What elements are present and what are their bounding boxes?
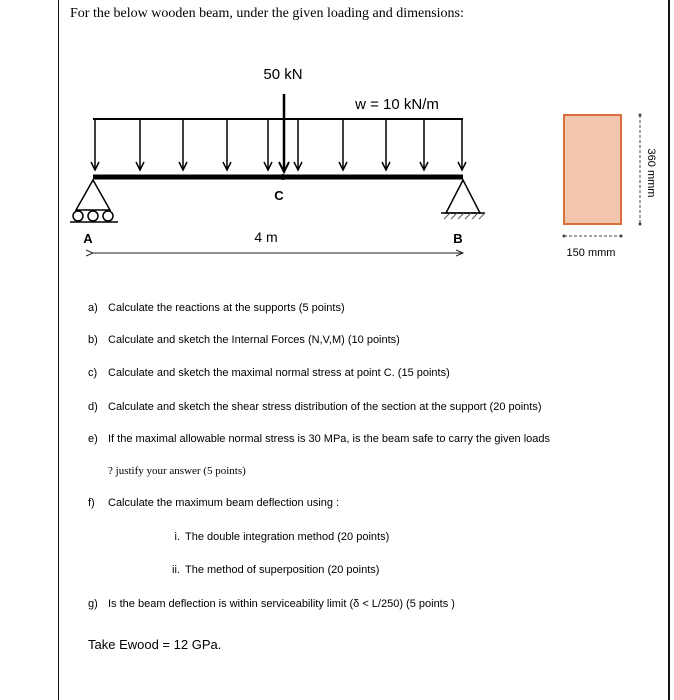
pin-support-b	[441, 180, 485, 213]
question-f: f) Calculate the maximum beam deflection using :	[88, 497, 340, 509]
question-g: g) Is the beam deflection is within serviceability limit (δ < L/250) (5 points )	[88, 598, 455, 610]
beam-diagram	[0, 0, 674, 300]
question-f-sub-ii: ii. The method of superposition (20 points)	[172, 564, 380, 576]
question-b: b) Calculate and sketch the Internal Forces (N,V,M) (10 points)	[88, 334, 400, 346]
question-f-sub-i: i. The double integration method (20 points)	[174, 531, 390, 543]
section-height-label: 360 mmm	[645, 148, 657, 198]
point-load-arrow	[279, 94, 289, 172]
intro-text: For the below wooden beam, under the given loading and dimensions:	[70, 6, 464, 21]
cross-section-rect	[564, 115, 621, 224]
question-e-continuation: ? justify your answer (5 points)	[108, 465, 246, 477]
point-c-marker	[280, 174, 286, 180]
question-a: a) Calculate the reactions at the supports (5 points)	[88, 302, 345, 314]
distributed-load-label: w = 10 kN/m	[355, 96, 439, 113]
material-note: Take Ewood = 12 GPa.	[88, 637, 222, 652]
support-a-label: A	[83, 231, 93, 246]
question-c: c) Calculate and sketch the maximal normal stress at point C. (15 points)	[88, 367, 450, 379]
question-e: e) If the maximal allowable normal stress is 30 MPa, is the beam safe to carry the given loads	[88, 433, 551, 445]
section-width-label: 150 mmm	[566, 247, 616, 259]
roller-support-a	[70, 180, 118, 222]
support-b-hatch	[444, 213, 485, 219]
question-d: d) Calculate and sketch the shear stress distribution of the section at the support (20 points)	[88, 401, 542, 413]
support-b-label: B	[453, 231, 463, 246]
point-c-label: C	[274, 188, 284, 203]
span-label: 4 m	[254, 229, 278, 245]
point-load-label: 50 kN	[263, 66, 303, 83]
